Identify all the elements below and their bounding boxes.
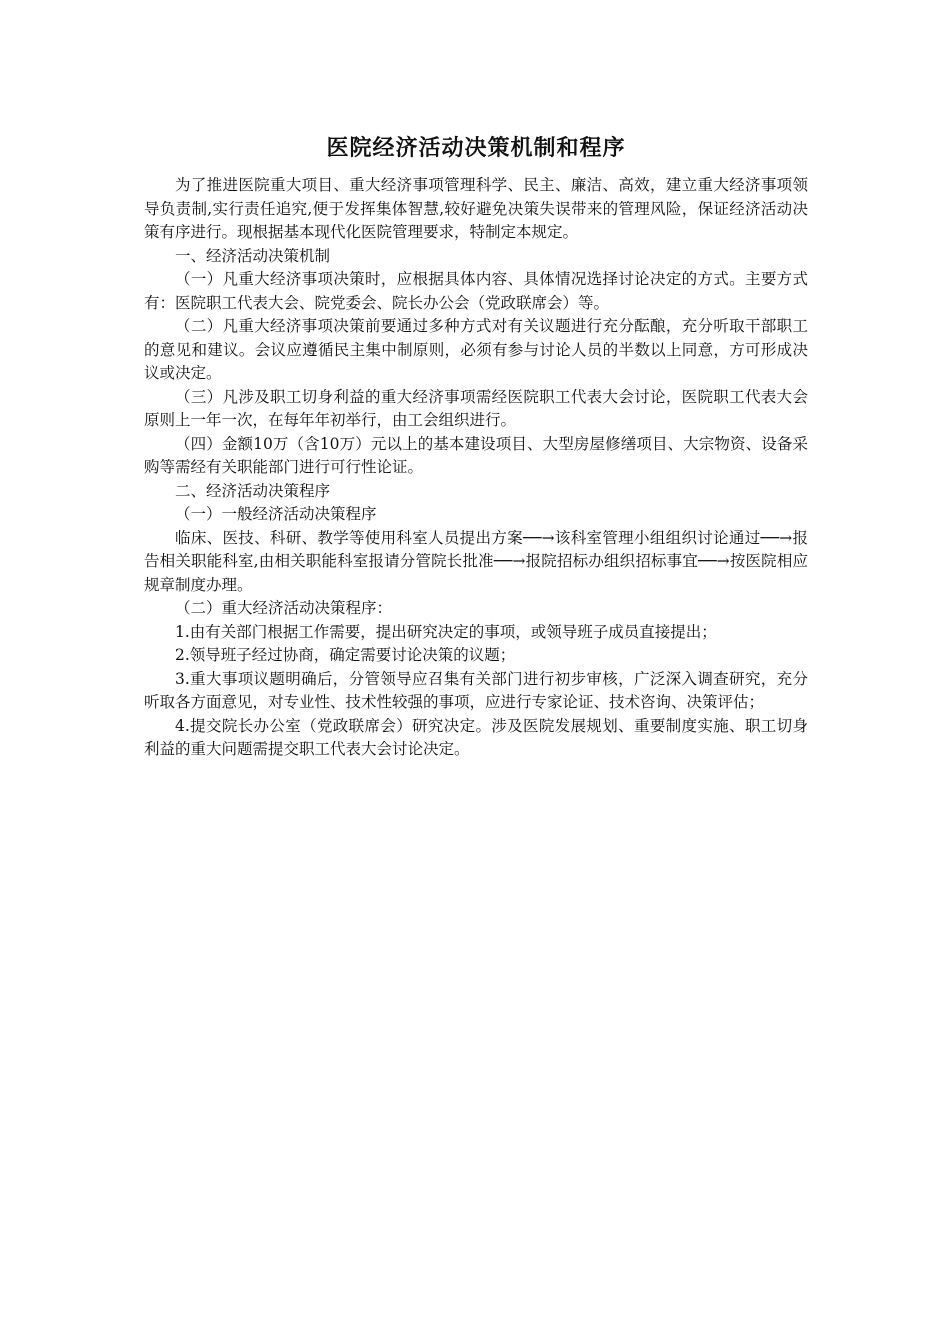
document-title: 医院经济活动决策机制和程序 (326, 136, 626, 161)
intro-paragraph: 为了推进医院重大项目、重大经济事项管理科学、民主、廉洁、高效，建立重大经济事项领导负责制,实行责任追究,便于发挥集体智慧,较好避免决策失误带来的管理风险，保证经济活动决策有序进行。现根据基本现代化医院管理要求，特制定本规定。 (144, 176, 808, 241)
document-body (144, 132, 808, 762)
major-procedure-step-1: 1.由有关部门根据工作需要，提出研究决定的事项，或领导班子成员直接提出； (175, 622, 717, 641)
mechanism-item-4: （四）金额10万（含10万）元以上的基本建设项目、大型房屋修缮项目、大宗物资、设备采购等需经有关职能部门进行可行性论证。 (144, 434, 808, 476)
section-heading-procedure: 二、经济活动决策程序 (175, 481, 331, 500)
major-procedure-step-4: 4.提交院长办公室（党政联席会）研究决定。涉及医院发展规划、重要制度实施、职工切身利益的重大问题需提交职工代表大会讨论决定。 (144, 716, 808, 758)
general-procedure-flow: 临床、医技、科研、教学等使用科室人员提出方案──→该科室管理小组组织讨论通过──→报告相关职能科室,由相关职能科室报请分管院长批准──→报院招标办组织招标事宜──→按医院相应规章制度办理。 (144, 528, 808, 594)
major-procedure-step-2: 2.领导班子经过协商，确定需要讨论决策的议题； (175, 646, 516, 664)
mechanism-item-3: （三）凡涉及职工切身利益的重大经济事项需经医院职工代表大会讨论，医院职工代表大会原则上一年一次，在每年年初举行，由工会组织进行。 (144, 387, 808, 429)
procedure-subheading-general: （一）一般经济活动决策程序 (175, 505, 377, 523)
section-heading-mechanism: 一、经济活动决策机制 (175, 246, 331, 265)
mechanism-item-1: （一）凡重大经济事项决策时，应根据具体内容、具体情况选择讨论决定的方式。主要方式有：医院职工代表大会、院党委会、院长办公会（党政联席会）等。 (144, 270, 808, 312)
major-procedure-step-3: 3.重大事项议题明确后，分管领导应召集有关部门进行初步审核，广泛深入调查研究，充分听取各方面意见，对专业性、技术性较强的事项，应进行专家论证、技术咨询、决策评估； (144, 669, 808, 711)
mechanism-item-2: （二）凡重大经济事项决策前要通过多种方式对有关议题进行充分酝酿，充分听取干部职工的意见和建议。会议应遵循民主集中制原则，必须有参与讨论人员的半数以上同意，方可形成决议或决定。 (144, 317, 808, 382)
procedure-subheading-major: （二）重大经济活动决策程序： (175, 599, 393, 617)
